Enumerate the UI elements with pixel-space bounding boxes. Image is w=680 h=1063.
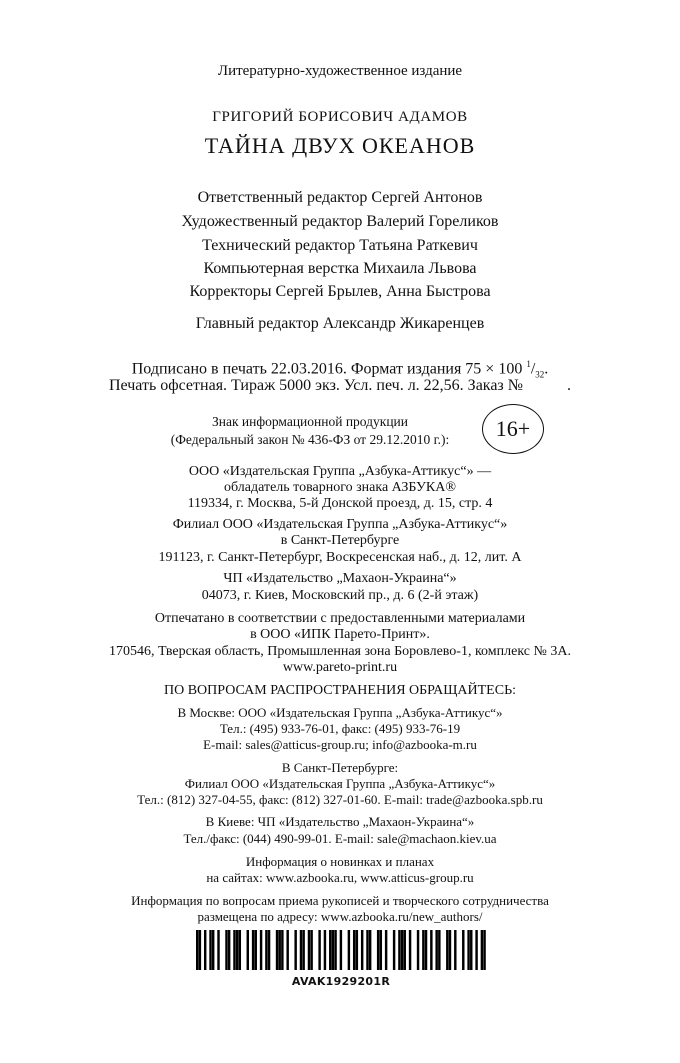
barcode-bar xyxy=(462,930,464,970)
format-fraction-denominator: 32 xyxy=(535,369,545,380)
barcode-bar xyxy=(356,930,358,970)
credit-line: Технический редактор Татьяна Раткевич xyxy=(202,237,478,254)
publisher-line: ООО «Издательская Группа „Азбука-Аттикус“» — xyxy=(188,464,492,479)
barcode-bar xyxy=(470,930,472,970)
printer-line: в ООО «ИПК Парето-Принт». xyxy=(250,627,430,642)
branch-spb-line: в Санкт-Петербурге xyxy=(280,533,400,548)
barcode-bar xyxy=(300,930,302,970)
credit-line: Ответственный редактор Сергей Антонов xyxy=(197,189,483,206)
barcode-bar xyxy=(294,930,296,970)
spb-contact: Филиал ООО «Издательская Группа „Азбука-Аттикус“» xyxy=(184,776,496,791)
barcode-bar xyxy=(228,930,230,970)
barcode-bar xyxy=(425,930,427,970)
barcode-bar xyxy=(286,930,288,970)
edition-type: Литературно-художественное издание xyxy=(217,63,463,79)
barcode-bar xyxy=(398,930,400,970)
barcode-bar xyxy=(435,930,437,970)
barcode-bar xyxy=(377,930,379,970)
moscow-contact: В Москве: ООО «Издательская Группа „Азбука-Аттикус“» xyxy=(177,705,503,720)
barcode xyxy=(196,930,486,970)
barcode-bar xyxy=(204,930,206,970)
barcode-bar xyxy=(236,930,238,970)
credit-line: Художественный редактор Валерий Гореликов xyxy=(181,213,499,230)
barcode-bar xyxy=(481,930,483,970)
barcode-bar xyxy=(278,930,280,970)
barcode-bar xyxy=(361,930,363,970)
barcode-bar xyxy=(324,930,326,970)
barcode-bar xyxy=(475,930,477,970)
info-sign-label: Знак информационной продукции xyxy=(211,414,409,429)
spb-phone-email: Тел.: (812) 327-04-55, факс: (812) 327-01-60. E-mail: trade@azbooka.spb.ru xyxy=(137,792,543,807)
barcode-bar xyxy=(308,930,310,970)
printer-website: www.pareto-print.ru xyxy=(282,660,398,675)
kiev-contact: В Киеве: ЧП «Издательство „Махаон-Украина“» xyxy=(205,814,475,829)
news-websites: на сайтах: www.azbooka.ru, www.atticus-group.ru xyxy=(206,870,474,885)
barcode-bar xyxy=(239,930,241,970)
barcode-bar xyxy=(233,930,235,970)
barcode-bar xyxy=(334,930,336,970)
barcode-bar xyxy=(422,930,424,970)
branch-spb-line: Филиал ООО «Издательская Группа „Азбука-Аттикус“» xyxy=(172,517,508,532)
credit-line: Корректоры Сергей Брылев, Анна Быстрова xyxy=(189,283,491,300)
format-fraction-separator: / xyxy=(530,360,536,378)
info-sign-law: (Федеральный закон № 436-ФЗ от 29.12.2010 г.): xyxy=(170,432,450,447)
barcode-bar xyxy=(393,930,395,970)
barcode-bar xyxy=(340,930,342,970)
barcode-bar xyxy=(252,930,254,970)
credit-line: Компьютерная верстка Михаила Львова xyxy=(203,260,477,277)
barcode-bar xyxy=(401,930,403,970)
book-title: ТАЙНА ДВУХ ОКЕАНОВ xyxy=(204,133,476,158)
barcode-bar xyxy=(281,930,283,970)
barcode-bar xyxy=(332,930,334,970)
barcode-bar xyxy=(483,930,485,970)
age-rating-badge: 16+ xyxy=(482,404,544,454)
moscow-email: E-mail: sales@atticus-group.ru; info@azbooka-m.ru xyxy=(203,737,477,752)
publisher-line: обладатель товарного знака АЗБУКА® xyxy=(224,480,456,495)
format-fraction-numerator: 1 xyxy=(526,359,531,369)
distribution-heading: ПО ВОПРОСАМ РАСПРОСТРАНЕНИЯ ОБРАЩАЙТЕСЬ: xyxy=(164,683,516,698)
barcode-bar xyxy=(438,930,440,970)
kiev-phone-email: Тел./факс: (044) 490-99-01. E-mail: sale@machaon.kiev.ua xyxy=(183,831,497,846)
barcode-bar xyxy=(276,930,278,970)
barcode-bar xyxy=(449,930,451,970)
print-info-text: Подписано в печать 22.03.2016. Формат издания 75 × 100 xyxy=(131,360,527,378)
barcode-bar xyxy=(199,930,201,970)
barcode-bar xyxy=(260,930,262,970)
barcode-bar xyxy=(446,930,448,970)
barcode-bar xyxy=(430,930,432,970)
barcode-bar xyxy=(225,930,227,970)
barcode-bar xyxy=(366,930,368,970)
barcode-bar xyxy=(212,930,214,970)
barcode-bar xyxy=(247,930,249,970)
publisher-address: 119334, г. Москва, 5-й Донской проезд, д. 15, стр. 4 xyxy=(187,496,493,511)
barcode-bar xyxy=(255,930,257,970)
barcode-bar xyxy=(404,930,406,970)
spb-contact: В Санкт-Петербурге: xyxy=(281,760,399,775)
printer-line: Отпечатано в соответствии с предоставленными материалами xyxy=(154,611,526,626)
barcode-bar xyxy=(348,930,350,970)
barcode-bar xyxy=(268,930,270,970)
barcode-bar xyxy=(369,930,371,970)
barcode-bar xyxy=(302,930,304,970)
print-info-line-2 xyxy=(0,378,680,394)
barcode-bar xyxy=(329,930,331,970)
branch-kiev-address: 04073, г. Киев, Московский пр., д. 6 (2-й этаж) xyxy=(201,588,479,603)
barcode-bar xyxy=(353,930,355,970)
barcode-code: AVAK1929201R xyxy=(291,975,391,988)
print-info-text: Печать офсетная. Тираж 5000 экз. Усл. печ. л. 22,56. Заказ № xyxy=(108,377,524,394)
moscow-phone: Тел.: (495) 933-76-01, факс: (495) 933-76-19 xyxy=(219,721,461,736)
branch-spb-address: 191123, г. Санкт-Петербург, Воскресенская наб., д. 12, лит. А xyxy=(158,550,522,565)
print-info-end: . xyxy=(544,360,549,378)
barcode-bar xyxy=(409,930,411,970)
manuscripts-url: размещена по адресу: www.azbooka.ru/new_authors/ xyxy=(197,909,483,924)
news-info: Информация о новинках и планах xyxy=(245,854,435,869)
printer-address: 170546, Тверская область, Промышленная зона Боровлево-1, комплекс № 3А. xyxy=(109,644,571,659)
print-info-end: . xyxy=(567,377,572,394)
chief-editor: Главный редактор Александр Жикаренцев xyxy=(195,315,485,332)
barcode-bar xyxy=(380,930,382,970)
barcode-bar xyxy=(454,930,456,970)
barcode-bar xyxy=(209,930,211,970)
manuscripts-info: Информация по вопросам приема рукописей и творческого сотрудничества xyxy=(131,893,549,908)
branch-kiev-line: ЧП «Издательство „Махаон-Украина“» xyxy=(223,571,457,586)
book-author: ГРИГОРИЙ БОРИСОВИЧ АДАМОВ xyxy=(212,109,468,125)
barcode-bar xyxy=(467,930,469,970)
barcode-bar xyxy=(385,930,387,970)
barcode-bar xyxy=(217,930,219,970)
barcode-bar xyxy=(318,930,320,970)
barcode-bar xyxy=(196,930,198,970)
barcode-bar xyxy=(265,930,267,970)
barcode-bar xyxy=(310,930,312,970)
barcode-bar xyxy=(417,930,419,970)
